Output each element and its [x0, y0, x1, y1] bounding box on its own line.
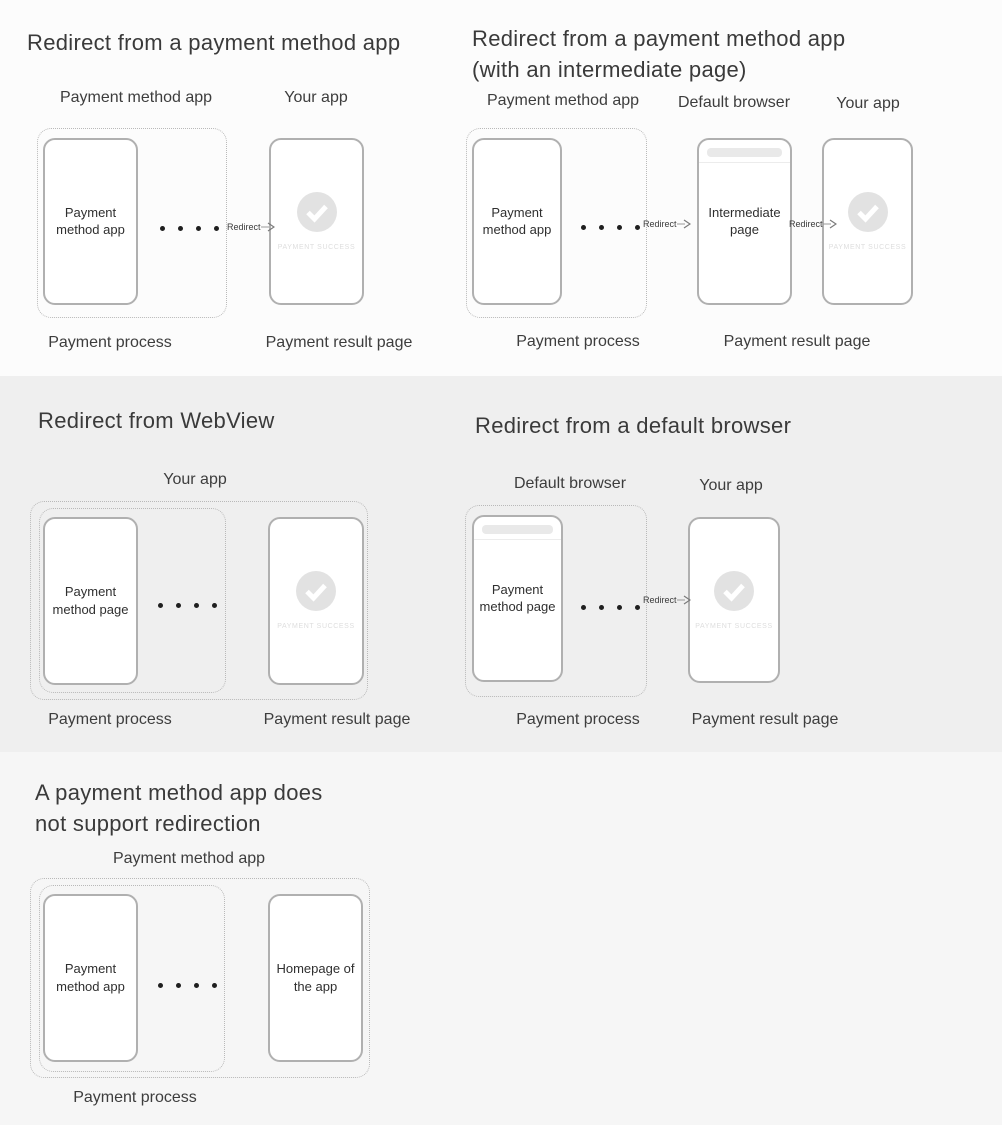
panel2-title: [472, 23, 845, 85]
dot: [176, 983, 181, 988]
panel4-payment-method-page-phone: [472, 515, 563, 682]
panel3-title: Redirect from WebView: [38, 408, 275, 433]
panel5-bottom-label-payment-process: Payment process: [73, 1089, 197, 1106]
checkmark-icon: [296, 571, 336, 611]
panel2-success-caption: PAYMENT SUCCESS: [828, 244, 907, 251]
panel2-col-label-your-app: Your app: [836, 95, 900, 112]
browser-divider: [699, 162, 790, 163]
panel3-process-dots: [158, 603, 217, 608]
panel2-process-dots: [581, 225, 640, 230]
panel2-title-line1: Redirect from a payment method app: [472, 26, 846, 51]
panel1-redirect-arrow: [227, 222, 275, 232]
dot: [599, 225, 604, 230]
dot: [599, 605, 604, 610]
address-bar: [482, 525, 553, 534]
panel4-title: Redirect from a default browser: [475, 413, 792, 438]
redirect-arrow-icon: [823, 219, 837, 229]
panel5-title: [35, 777, 323, 839]
panel1-process-dots: [160, 226, 219, 231]
panel3-success-caption: PAYMENT SUCCESS: [277, 623, 355, 630]
redirect-label: Redirect: [789, 219, 823, 229]
panel3-col-label-your-app: Your app: [163, 471, 227, 488]
panel4-redirect-arrow: [643, 595, 691, 605]
dot: [158, 603, 163, 608]
panel5-phone-label: Payment method app: [56, 961, 125, 994]
panel4-col-label-default-browser: Default browser: [513, 475, 627, 492]
panel1-col-label-your-app: Your app: [284, 89, 348, 106]
panel2-phone-label: Payment method app: [482, 204, 552, 238]
redirect-label: Redirect: [227, 222, 261, 232]
panel1-payment-result-phone: [269, 138, 364, 305]
panel2-bottom-label-payment-process: Payment process: [516, 333, 640, 350]
panel1-bottom-label-payment-result-page: Payment result page: [265, 334, 413, 351]
panel5-homepage-phone: [268, 894, 363, 1062]
dot: [194, 983, 199, 988]
panel2-bottom-label-payment-result-page: Payment result page: [723, 333, 871, 350]
panel2-redirect-arrow-1: [643, 219, 691, 229]
dot: [635, 225, 640, 230]
dot: [160, 226, 165, 231]
panel4-phone-label: Payment method page: [479, 581, 556, 615]
address-bar: [707, 148, 782, 157]
panel3-payment-result-phone: [268, 517, 364, 685]
panel3-phone-label: Payment method page: [52, 584, 129, 617]
dot: [176, 603, 181, 608]
panel3-payment-method-page-phone: [43, 517, 138, 685]
redirect-arrow-icon: [677, 595, 691, 605]
panel2-payment-method-app-phone: [472, 138, 562, 305]
panel2-title-line2: (with an intermediate page): [472, 57, 747, 82]
panel4-bottom-label-payment-process: Payment process: [516, 711, 640, 728]
panel2-col-label-default-browser: Default browser: [677, 94, 791, 111]
panel1-payment-method-app-phone: [43, 138, 138, 305]
dot: [581, 225, 586, 230]
panel5-col-label-payment-method-app: Payment method app: [112, 850, 266, 867]
panel5-process-dots: [158, 983, 217, 988]
panel1-title: Redirect from a payment method app: [27, 30, 401, 55]
checkmark-icon: [848, 192, 888, 232]
redirect-arrow-icon: [677, 219, 691, 229]
checkmark-icon: [297, 192, 337, 232]
panel5-payment-method-app-phone: [43, 894, 138, 1062]
panel2-col-label-payment-method-app: Payment method app: [486, 92, 640, 109]
checkmark-icon: [714, 571, 754, 611]
dot: [635, 605, 640, 610]
panel1-success-caption: PAYMENT SUCCESS: [277, 244, 356, 251]
panel1-bottom-label-payment-process: Payment process: [48, 334, 172, 351]
browser-divider: [474, 539, 561, 540]
panel2-redirect-arrow-2: [789, 219, 837, 229]
redirect-label: Redirect: [643, 595, 677, 605]
panel5-homepage-label: Homepage of the app: [276, 961, 355, 994]
redirect-label: Redirect: [643, 219, 677, 229]
panel4-col-label-your-app: Your app: [699, 477, 763, 494]
dot: [158, 983, 163, 988]
panel2-intermediate-browser-phone: [697, 138, 792, 305]
dot: [214, 226, 219, 231]
panel4-payment-result-phone: [688, 517, 780, 683]
panel2-intermediate-page-label: Intermediate page: [708, 204, 781, 238]
dot: [617, 605, 622, 610]
dot: [617, 225, 622, 230]
panel1-col-label-payment-method-app: Payment method app: [59, 89, 213, 106]
dot: [194, 603, 199, 608]
panel1-phone-label: Payment method app: [56, 204, 125, 238]
panel4-bottom-label-payment-result-page: Payment result page: [691, 711, 839, 728]
panel3-bottom-label-payment-result-page: Payment result page: [263, 711, 411, 728]
dot: [581, 605, 586, 610]
panel5-title-line1: A payment method app does: [35, 780, 323, 805]
dot: [212, 603, 217, 608]
dot: [178, 226, 183, 231]
dot: [212, 983, 217, 988]
panel3-bottom-label-payment-process: Payment process: [48, 711, 172, 728]
panel5-title-line2: not support redirection: [35, 811, 261, 836]
panel4-process-dots: [581, 605, 640, 610]
dot: [196, 226, 201, 231]
panel4-success-caption: PAYMENT SUCCESS: [695, 623, 773, 630]
redirect-arrow-icon: [261, 222, 275, 232]
